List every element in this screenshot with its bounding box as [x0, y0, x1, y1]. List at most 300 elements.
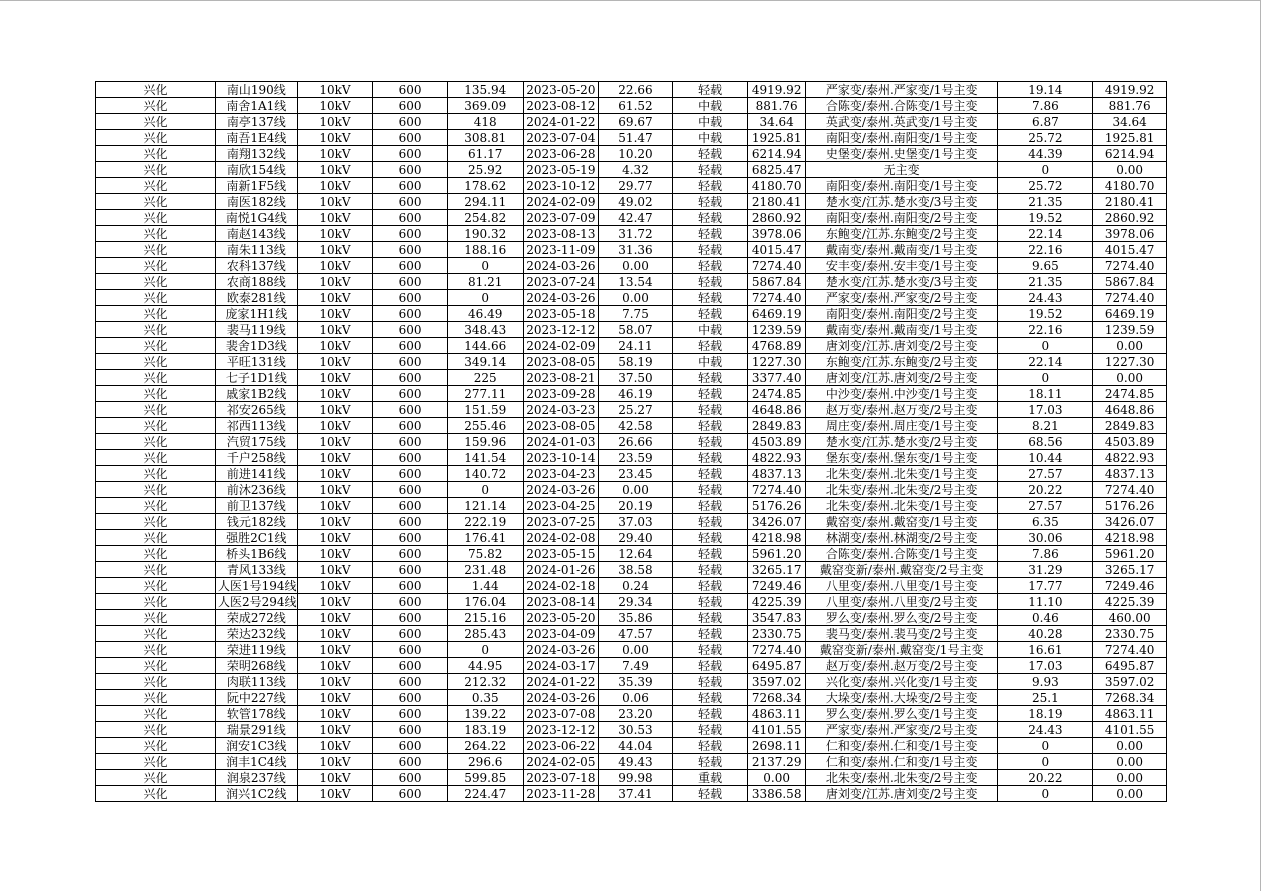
cell-voltage: 10kV [297, 242, 373, 258]
cell-substation-transformer: 戴窑变新/泰州.戴窑变/1号主变 [805, 642, 998, 658]
cell-date: 2024-02-08 [523, 530, 599, 546]
cell-open-capacity: 3265.17 [1093, 562, 1167, 578]
cell-date: 2023-08-13 [523, 226, 599, 242]
cell-region: 兴化 [96, 370, 216, 386]
cell-open-capacity: 881.76 [1093, 98, 1167, 114]
cell-rated-current: 600 [373, 370, 448, 386]
cell-feeder-name: 前沐236线 [216, 482, 298, 498]
cell-transformer-load-rate: 25.1 [998, 690, 1093, 706]
cell-available-capacity: 3426.07 [748, 514, 805, 530]
cell-available-capacity: 6495.87 [748, 658, 805, 674]
cell-date: 2024-01-22 [523, 114, 599, 130]
cell-load-current: 81.21 [447, 274, 523, 290]
cell-substation-transformer: 赵万变/泰州.赵万变/2号主变 [805, 402, 998, 418]
cell-substation-transformer: 裴马变/泰州.裴马变/2号主变 [805, 626, 998, 642]
cell-voltage: 10kV [297, 450, 373, 466]
cell-rated-current: 600 [373, 194, 448, 210]
cell-open-capacity: 4648.86 [1093, 402, 1167, 418]
cell-transformer-load-rate: 0.46 [998, 610, 1093, 626]
cell-voltage: 10kV [297, 434, 373, 450]
table-row [96, 594, 1167, 610]
cell-substation-transformer: 唐刘变/江苏.唐刘变/2号主变 [805, 338, 998, 354]
cell-rated-current: 600 [373, 258, 448, 274]
cell-open-capacity: 7268.34 [1093, 690, 1167, 706]
cell-load-status: 轻载 [672, 386, 748, 402]
table-row [96, 386, 1167, 402]
cell-load-current: 294.11 [447, 194, 523, 210]
cell-voltage: 10kV [297, 610, 373, 626]
table-row [96, 626, 1167, 642]
cell-rated-current: 600 [373, 450, 448, 466]
cell-region: 兴化 [96, 354, 216, 370]
cell-date: 2024-03-26 [523, 290, 599, 306]
cell-transformer-load-rate: 17.77 [998, 578, 1093, 594]
cell-region: 兴化 [96, 82, 216, 98]
cell-load-rate: 44.04 [599, 738, 673, 754]
cell-transformer-load-rate: 6.35 [998, 514, 1093, 530]
table-row [96, 242, 1167, 258]
cell-transformer-load-rate: 19.52 [998, 306, 1093, 322]
cell-voltage: 10kV [297, 306, 373, 322]
cell-rated-current: 600 [373, 130, 448, 146]
cell-load-current: 183.19 [447, 722, 523, 738]
cell-open-capacity: 6469.19 [1093, 306, 1167, 322]
cell-available-capacity: 7274.40 [748, 258, 805, 274]
cell-date: 2023-07-09 [523, 210, 599, 226]
cell-open-capacity: 4180.70 [1093, 178, 1167, 194]
cell-load-status: 轻载 [672, 242, 748, 258]
cell-rated-current: 600 [373, 594, 448, 610]
cell-transformer-load-rate: 25.72 [998, 178, 1093, 194]
table-row [96, 722, 1167, 738]
cell-transformer-load-rate: 8.21 [998, 418, 1093, 434]
cell-substation-transformer: 北朱变/泰州.北朱变/2号主变 [805, 482, 998, 498]
cell-date: 2023-07-25 [523, 514, 599, 530]
cell-transformer-load-rate: 17.03 [998, 658, 1093, 674]
cell-load-rate: 31.72 [599, 226, 673, 242]
cell-transformer-load-rate: 0 [998, 338, 1093, 354]
cell-transformer-load-rate: 68.56 [998, 434, 1093, 450]
cell-open-capacity: 0.00 [1093, 754, 1167, 770]
table-row [96, 738, 1167, 754]
table-row [96, 674, 1167, 690]
cell-load-status: 轻载 [672, 210, 748, 226]
cell-load-current: 296.6 [447, 754, 523, 770]
cell-load-current: 1.44 [447, 578, 523, 594]
cell-date: 2023-04-23 [523, 466, 599, 482]
cell-load-current: 140.72 [447, 466, 523, 482]
cell-voltage: 10kV [297, 338, 373, 354]
table-row [96, 514, 1167, 530]
cell-feeder-name: 阮中227线 [216, 690, 298, 706]
cell-date: 2023-08-12 [523, 98, 599, 114]
table-row [96, 578, 1167, 594]
cell-feeder-name: 南新1F5线 [216, 178, 298, 194]
cell-region: 兴化 [96, 418, 216, 434]
cell-substation-transformer: 罗么变/泰州.罗么变/2号主变 [805, 610, 998, 626]
cell-region: 兴化 [96, 610, 216, 626]
cell-transformer-load-rate: 11.10 [998, 594, 1093, 610]
cell-load-status: 轻载 [672, 194, 748, 210]
cell-substation-transformer: 东鲍变/江苏.东鲍变/2号主变 [805, 226, 998, 242]
cell-rated-current: 600 [373, 402, 448, 418]
cell-load-rate: 10.20 [599, 146, 673, 162]
cell-region: 兴化 [96, 178, 216, 194]
cell-voltage: 10kV [297, 482, 373, 498]
cell-load-current: 141.54 [447, 450, 523, 466]
cell-substation-transformer: 合陈变/泰州.合陈变/1号主变 [805, 546, 998, 562]
cell-region: 兴化 [96, 290, 216, 306]
cell-open-capacity: 4218.98 [1093, 530, 1167, 546]
cell-substation-transformer: 戴南变/泰州.戴南变/1号主变 [805, 242, 998, 258]
cell-transformer-load-rate: 18.11 [998, 386, 1093, 402]
table-row [96, 658, 1167, 674]
cell-region: 兴化 [96, 594, 216, 610]
cell-rated-current: 600 [373, 690, 448, 706]
cell-available-capacity: 3377.40 [748, 370, 805, 386]
cell-load-status: 中载 [672, 114, 748, 130]
cell-open-capacity: 4822.93 [1093, 450, 1167, 466]
cell-voltage: 10kV [297, 770, 373, 786]
cell-load-rate: 0.00 [599, 258, 673, 274]
cell-load-rate: 7.75 [599, 306, 673, 322]
cell-substation-transformer: 八里变/泰州.八里变/1号主变 [805, 578, 998, 594]
cell-substation-transformer: 英武变/泰州.英武变/1号主变 [805, 114, 998, 130]
table-row [96, 306, 1167, 322]
cell-rated-current: 600 [373, 530, 448, 546]
cell-load-rate: 0.00 [599, 642, 673, 658]
cell-load-rate: 42.47 [599, 210, 673, 226]
cell-available-capacity: 4863.11 [748, 706, 805, 722]
cell-load-current: 264.22 [447, 738, 523, 754]
cell-load-rate: 35.86 [599, 610, 673, 626]
cell-rated-current: 600 [373, 242, 448, 258]
cell-voltage: 10kV [297, 754, 373, 770]
cell-date: 2024-02-18 [523, 578, 599, 594]
cell-voltage: 10kV [297, 178, 373, 194]
cell-substation-transformer: 严家变/泰州.严家变/1号主变 [805, 82, 998, 98]
cell-voltage: 10kV [297, 418, 373, 434]
cell-open-capacity: 1227.30 [1093, 354, 1167, 370]
cell-date: 2024-02-09 [523, 194, 599, 210]
cell-transformer-load-rate: 25.72 [998, 130, 1093, 146]
cell-load-rate: 61.52 [599, 98, 673, 114]
cell-load-rate: 12.64 [599, 546, 673, 562]
cell-transformer-load-rate: 0 [998, 738, 1093, 754]
cell-open-capacity: 0.00 [1093, 162, 1167, 178]
table-row [96, 162, 1167, 178]
cell-available-capacity: 4837.13 [748, 466, 805, 482]
cell-region: 兴化 [96, 322, 216, 338]
cell-open-capacity: 7274.40 [1093, 642, 1167, 658]
cell-region: 兴化 [96, 450, 216, 466]
cell-voltage: 10kV [297, 354, 373, 370]
cell-substation-transformer: 南阳变/泰州.南阳变/2号主变 [805, 210, 998, 226]
cell-open-capacity: 5176.26 [1093, 498, 1167, 514]
cell-region: 兴化 [96, 722, 216, 738]
cell-region: 兴化 [96, 626, 216, 642]
cell-voltage: 10kV [297, 226, 373, 242]
cell-feeder-name: 润安1C3线 [216, 738, 298, 754]
cell-region: 兴化 [96, 434, 216, 450]
cell-rated-current: 600 [373, 546, 448, 562]
cell-date: 2023-11-28 [523, 786, 599, 802]
cell-substation-transformer: 史堡变/泰州.史堡变/1号主变 [805, 146, 998, 162]
cell-load-rate: 37.41 [599, 786, 673, 802]
cell-load-rate: 20.19 [599, 498, 673, 514]
cell-transformer-load-rate: 18.19 [998, 706, 1093, 722]
cell-load-rate: 7.49 [599, 658, 673, 674]
cell-date: 2023-05-18 [523, 306, 599, 322]
cell-rated-current: 600 [373, 498, 448, 514]
cell-available-capacity: 2474.85 [748, 386, 805, 402]
cell-load-current: 61.17 [447, 146, 523, 162]
table-row [96, 706, 1167, 722]
cell-load-rate: 69.67 [599, 114, 673, 130]
cell-voltage: 10kV [297, 530, 373, 546]
cell-transformer-load-rate: 9.65 [998, 258, 1093, 274]
cell-transformer-load-rate: 16.61 [998, 642, 1093, 658]
cell-date: 2024-02-05 [523, 754, 599, 770]
table-row [96, 290, 1167, 306]
cell-date: 2024-01-03 [523, 434, 599, 450]
cell-load-status: 轻载 [672, 594, 748, 610]
cell-load-current: 349.14 [447, 354, 523, 370]
cell-load-rate: 0.00 [599, 482, 673, 498]
cell-rated-current: 600 [373, 178, 448, 194]
cell-load-rate: 47.57 [599, 626, 673, 642]
cell-load-rate: 58.19 [599, 354, 673, 370]
cell-rated-current: 600 [373, 722, 448, 738]
cell-available-capacity: 7249.46 [748, 578, 805, 594]
cell-substation-transformer: 林湖变/泰州.林湖变/2号主变 [805, 530, 998, 546]
cell-voltage: 10kV [297, 578, 373, 594]
cell-voltage: 10kV [297, 402, 373, 418]
cell-available-capacity: 4180.70 [748, 178, 805, 194]
cell-load-current: 75.82 [447, 546, 523, 562]
table-row [96, 418, 1167, 434]
cell-rated-current: 600 [373, 706, 448, 722]
cell-voltage: 10kV [297, 146, 373, 162]
cell-rated-current: 600 [373, 290, 448, 306]
cell-rated-current: 600 [373, 610, 448, 626]
cell-load-status: 轻载 [672, 258, 748, 274]
cell-voltage: 10kV [297, 322, 373, 338]
cell-open-capacity: 7249.46 [1093, 578, 1167, 594]
cell-substation-transformer: 楚水变/江苏.楚水变/3号主变 [805, 194, 998, 210]
cell-open-capacity: 0.00 [1093, 770, 1167, 786]
cell-date: 2023-09-28 [523, 386, 599, 402]
cell-transformer-load-rate: 0 [998, 162, 1093, 178]
cell-substation-transformer: 兴化变/泰州.兴化变/1号主变 [805, 674, 998, 690]
cell-voltage: 10kV [297, 82, 373, 98]
cell-region: 兴化 [96, 258, 216, 274]
cell-open-capacity: 2849.83 [1093, 418, 1167, 434]
cell-open-capacity: 4015.47 [1093, 242, 1167, 258]
cell-load-status: 轻载 [672, 482, 748, 498]
cell-transformer-load-rate: 9.93 [998, 674, 1093, 690]
cell-load-status: 轻载 [672, 498, 748, 514]
cell-open-capacity: 0.00 [1093, 338, 1167, 354]
cell-load-current: 225 [447, 370, 523, 386]
cell-load-rate: 23.59 [599, 450, 673, 466]
cell-substation-transformer: 堡东变/泰州.堡东变/1号主变 [805, 450, 998, 466]
cell-available-capacity: 3547.83 [748, 610, 805, 626]
cell-substation-transformer: 严家变/泰州.严家变/2号主变 [805, 722, 998, 738]
cell-feeder-name: 荣进119线 [216, 642, 298, 658]
cell-voltage: 10kV [297, 642, 373, 658]
cell-rated-current: 600 [373, 658, 448, 674]
cell-open-capacity: 1925.81 [1093, 130, 1167, 146]
cell-load-current: 0.35 [447, 690, 523, 706]
cell-rated-current: 600 [373, 786, 448, 802]
cell-open-capacity: 4225.39 [1093, 594, 1167, 610]
cell-feeder-name: 欧泰281线 [216, 290, 298, 306]
cell-load-status: 轻载 [672, 514, 748, 530]
cell-substation-transformer: 无主变 [805, 162, 998, 178]
table-row [96, 210, 1167, 226]
cell-load-status: 轻载 [672, 530, 748, 546]
table-row [96, 194, 1167, 210]
cell-load-status: 轻载 [672, 786, 748, 802]
cell-load-status: 轻载 [672, 418, 748, 434]
cell-voltage: 10kV [297, 466, 373, 482]
cell-rated-current: 600 [373, 114, 448, 130]
table-row [96, 754, 1167, 770]
cell-region: 兴化 [96, 770, 216, 786]
cell-load-current: 178.62 [447, 178, 523, 194]
cell-voltage: 10kV [297, 626, 373, 642]
cell-transformer-load-rate: 22.14 [998, 354, 1093, 370]
cell-transformer-load-rate: 27.57 [998, 498, 1093, 514]
cell-load-status: 轻载 [672, 402, 748, 418]
cell-region: 兴化 [96, 562, 216, 578]
cell-load-current: 46.49 [447, 306, 523, 322]
cell-region: 兴化 [96, 674, 216, 690]
cell-rated-current: 600 [373, 434, 448, 450]
table-body [96, 82, 1167, 802]
cell-load-rate: 22.66 [599, 82, 673, 98]
cell-feeder-name: 软管178线 [216, 706, 298, 722]
cell-load-current: 190.32 [447, 226, 523, 242]
cell-feeder-name: 润兴1C2线 [216, 786, 298, 802]
cell-load-current: 308.81 [447, 130, 523, 146]
cell-region: 兴化 [96, 498, 216, 514]
cell-rated-current: 600 [373, 674, 448, 690]
cell-rated-current: 600 [373, 338, 448, 354]
cell-date: 2024-02-09 [523, 338, 599, 354]
cell-open-capacity: 6214.94 [1093, 146, 1167, 162]
cell-rated-current: 600 [373, 482, 448, 498]
cell-date: 2023-06-22 [523, 738, 599, 754]
table-row [96, 274, 1167, 290]
cell-rated-current: 600 [373, 354, 448, 370]
cell-feeder-name: 南舍1A1线 [216, 98, 298, 114]
cell-load-rate: 37.50 [599, 370, 673, 386]
cell-rated-current: 600 [373, 578, 448, 594]
cell-date: 2023-08-05 [523, 418, 599, 434]
cell-open-capacity: 4919.92 [1093, 82, 1167, 98]
cell-substation-transformer: 唐刘变/江苏.唐刘变/2号主变 [805, 370, 998, 386]
cell-substation-transformer: 合陈变/泰州.合陈变/1号主变 [805, 98, 998, 114]
cell-load-status: 轻载 [672, 338, 748, 354]
cell-substation-transformer: 戴南变/泰州.戴南变/1号主变 [805, 322, 998, 338]
cell-substation-transformer: 戴窑变/泰州.戴窑变/1号主变 [805, 514, 998, 530]
cell-open-capacity: 7274.40 [1093, 290, 1167, 306]
cell-region: 兴化 [96, 98, 216, 114]
cell-available-capacity: 2180.41 [748, 194, 805, 210]
cell-open-capacity: 1239.59 [1093, 322, 1167, 338]
cell-available-capacity: 3265.17 [748, 562, 805, 578]
cell-rated-current: 600 [373, 274, 448, 290]
cell-region: 兴化 [96, 242, 216, 258]
cell-date: 2023-04-09 [523, 626, 599, 642]
cell-open-capacity: 3426.07 [1093, 514, 1167, 530]
cell-rated-current: 600 [373, 306, 448, 322]
cell-region: 兴化 [96, 194, 216, 210]
cell-transformer-load-rate: 19.14 [998, 82, 1093, 98]
cell-feeder-name: 汽贸175线 [216, 434, 298, 450]
cell-open-capacity: 4863.11 [1093, 706, 1167, 722]
cell-load-rate: 29.40 [599, 530, 673, 546]
cell-voltage: 10kV [297, 658, 373, 674]
feeder-load-table [95, 81, 1167, 802]
cell-available-capacity: 3597.02 [748, 674, 805, 690]
cell-rated-current: 600 [373, 322, 448, 338]
cell-region: 兴化 [96, 514, 216, 530]
cell-rated-current: 600 [373, 562, 448, 578]
cell-rated-current: 600 [373, 226, 448, 242]
cell-transformer-load-rate: 24.43 [998, 290, 1093, 306]
cell-available-capacity: 34.64 [748, 114, 805, 130]
cell-transformer-load-rate: 22.16 [998, 242, 1093, 258]
cell-substation-transformer: 仁和变/泰州.仁和变/1号主变 [805, 754, 998, 770]
cell-available-capacity: 7268.34 [748, 690, 805, 706]
cell-open-capacity: 0.00 [1093, 738, 1167, 754]
cell-substation-transformer: 大垛变/泰州.大垛变/2号主变 [805, 690, 998, 706]
cell-voltage: 10kV [297, 130, 373, 146]
table-row [96, 562, 1167, 578]
cell-available-capacity: 4101.55 [748, 722, 805, 738]
cell-voltage: 10kV [297, 498, 373, 514]
cell-load-status: 轻载 [672, 82, 748, 98]
cell-available-capacity: 5176.26 [748, 498, 805, 514]
cell-load-rate: 49.43 [599, 754, 673, 770]
cell-load-current: 599.85 [447, 770, 523, 786]
cell-open-capacity: 2860.92 [1093, 210, 1167, 226]
cell-load-rate: 24.11 [599, 338, 673, 354]
cell-transformer-load-rate: 20.22 [998, 770, 1093, 786]
cell-load-status: 重载 [672, 770, 748, 786]
cell-feeder-name: 裴马119线 [216, 322, 298, 338]
cell-feeder-name: 农科137线 [216, 258, 298, 274]
cell-open-capacity: 460.00 [1093, 610, 1167, 626]
cell-date: 2023-07-18 [523, 770, 599, 786]
cell-available-capacity: 7274.40 [748, 642, 805, 658]
cell-load-rate: 46.19 [599, 386, 673, 402]
cell-substation-transformer: 楚水变/江苏.楚水变/2号主变 [805, 434, 998, 450]
cell-voltage: 10kV [297, 514, 373, 530]
cell-feeder-name: 南赵143线 [216, 226, 298, 242]
cell-substation-transformer: 八里变/泰州.八里变/2号主变 [805, 594, 998, 610]
cell-transformer-load-rate: 0 [998, 370, 1093, 386]
cell-feeder-name: 钱元182线 [216, 514, 298, 530]
cell-feeder-name: 荣成272线 [216, 610, 298, 626]
table-row [96, 610, 1167, 626]
cell-date: 2024-03-26 [523, 690, 599, 706]
cell-load-status: 中载 [672, 354, 748, 370]
cell-region: 兴化 [96, 466, 216, 482]
